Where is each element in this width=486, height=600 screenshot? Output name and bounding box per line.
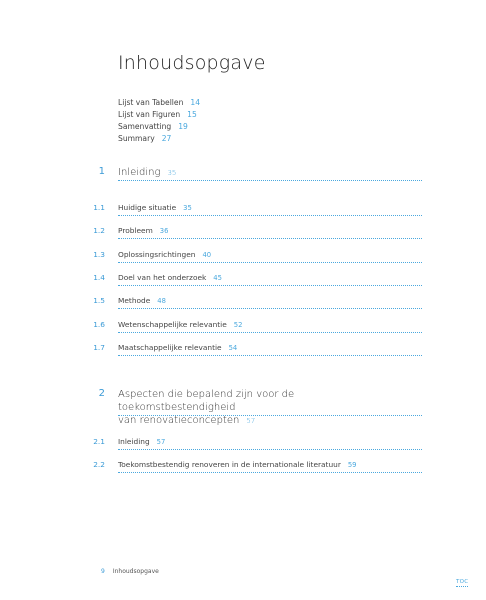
dotted-divider [118,472,422,473]
section-title-text: Maatschappelijke relevantie [118,343,222,352]
section-number: 1.3 [93,250,105,259]
toc-entry-label: Summary [118,134,155,143]
toc-entry-front-matter[interactable] [118,97,200,109]
toc-page-number: 52 [233,321,243,329]
toc-entry-label: Samenvatting [118,122,172,131]
toc-page-number: 54 [228,344,238,352]
dotted-divider [118,415,422,416]
chapter-number: 2 [98,388,105,399]
toc-page-number: 35 [167,169,177,177]
section-number: 1.2 [93,226,105,235]
toc-entry-front-matter[interactable] [118,121,200,133]
section-title-text: Huidige situatie [118,203,177,212]
section-number: 2.2 [93,460,105,469]
section-title [118,296,166,305]
toc-page-number: 14 [190,98,201,107]
dotted-divider [118,262,422,263]
section-title-text: Probleem [118,226,153,235]
toc-page-number: 57 [156,438,166,446]
section-title [118,437,165,446]
section-number: 2.1 [93,437,105,446]
chapter-title [118,388,388,428]
toc-page-number: 35 [183,204,192,212]
toc-page-number: 57 [246,417,256,425]
section-number: 1.6 [93,320,105,329]
toc-page-number: 27 [161,134,172,143]
section-number: 1.4 [93,273,105,282]
section-title [118,320,242,329]
page-footer [101,568,159,575]
dotted-divider [118,449,422,450]
toc-page-number: 36 [159,227,169,235]
section-title [118,273,222,282]
page-title: Inhoudsopgave [118,52,266,74]
front-matter-list [118,97,200,145]
section-title-text: Oplossingsrichtingen [118,250,196,259]
toc-entry-front-matter[interactable] [118,109,200,121]
dotted-divider [118,285,422,286]
chapter-number: 1 [98,166,105,177]
toc-page-number: 59 [347,461,357,469]
toc-entry-label: Lijst van Tabellen [118,98,184,107]
dotted-divider [118,308,422,309]
section-title [118,250,211,259]
toc-link-button[interactable]: TOC [456,579,469,585]
toc-page-number: 40 [202,251,212,259]
section-title-text: Inleiding [118,437,150,446]
chapter-title-line: Aspecten die bepalend zijn voor de toekomstbestendigheid [118,389,295,413]
section-title [118,460,357,469]
footer-section-name: Inhoudsopgave [112,568,159,575]
section-title-text: Methode [118,296,151,305]
toc-entry-front-matter[interactable] [118,133,200,145]
section-title [118,203,192,212]
dotted-divider [118,332,422,333]
toc-entry-label: Lijst van Figuren [118,110,181,119]
toc-page-number: 48 [157,297,166,305]
section-number: 1.7 [93,343,105,352]
section-title-text: Doel van het onderzoek [118,273,207,282]
toc-page-number: 19 [178,122,188,131]
footer-page-number: 9 [101,568,105,575]
toc-page-number: 15 [187,110,197,119]
dotted-divider [118,215,422,216]
dotted-divider [118,355,422,356]
section-number: 1.5 [93,296,105,305]
chapter-title-line: van renovatieconcepten [118,415,240,426]
section-title [118,226,168,235]
section-title-text: Toekomstbestendig renoveren in de internationale literatuur [118,460,341,469]
chapter-title [118,166,388,180]
dotted-divider [118,180,422,181]
section-number: 1.1 [93,203,105,212]
dotted-divider [118,238,422,239]
section-title [118,343,237,352]
section-title-text: Wetenschappelijke relevantie [118,320,227,329]
toc-page-number: 45 [213,274,222,282]
chapter-title-text: Inleiding [118,167,161,178]
